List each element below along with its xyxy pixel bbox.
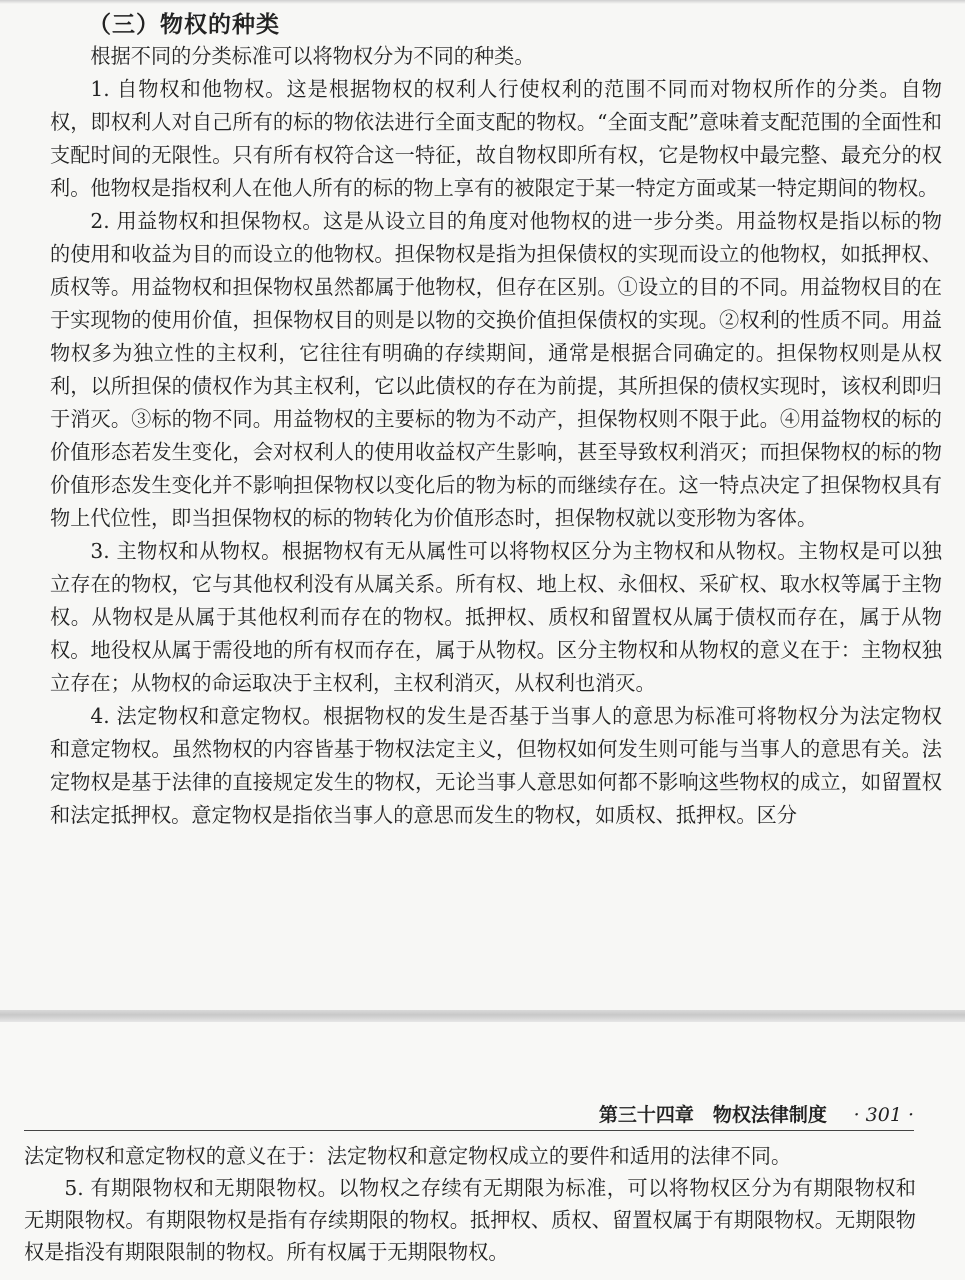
book-page-lower — [0, 1022, 965, 1280]
section-heading: （三）物权的种类 — [88, 12, 280, 38]
page-number: · 301 · — [853, 1104, 914, 1126]
section-body-continued — [24, 1140, 916, 1268]
paragraph: 法定物权和意定物权的意义在于：法定物权和意定物权成立的要件和适用的法律不同。 — [24, 1144, 792, 1168]
page-edge — [0, 0, 965, 4]
chapter-title: 第三十四章 物权法律制度 — [598, 1104, 827, 1126]
paragraph: 4. 法定物权和意定物权。根据物权的发生是否基于当事人的意思为标准可将物权分为法定物权和意定物权。虽然物权的内容皆基于物权法定主义，但物权如何发生则可能与当事人的意思有关。法定物权是基于法律的直接规定发生的物权，无论当事人意思如何都不影响这些物权的成立，如留置权和法定抵押权。意定物权是指依当事人的意思而发生的物权，如质权、抵押权。区分 — [50, 704, 942, 827]
page-divider — [0, 1010, 965, 1022]
paragraph: 根据不同的分类标准可以将物权分为不同的种类。 — [90, 44, 535, 68]
section-body — [50, 40, 942, 832]
paragraph: 3. 主物权和从物权。根据物权有无从属性可以将物权区分为主物权和从物权。主物权是可以独立存在的物权，它与其他权利没有从属关系。所有权、地上权、永佃权、采矿权、取水权等属于主物权。从物权是从属于其他权利而存在的物权。抵押权、质权和留置权从属于债权而存在，属于从物权。地役权从属于需役地的所有权而存在，属于从物权。区分主物权和从物权的意义在于：主物权独立存在；从物权的命运取决于主权利，主权利消灭，从权利也消灭。 — [50, 539, 942, 695]
paragraph: 2. 用益物权和担保物权。这是从设立目的角度对他物权的进一步分类。用益物权是指以标的物的使用和收益为目的而设立的他物权。担保物权是指为担保债权的实现而设立的他物权，如抵押权、质权等。用益物权和担保物权虽然都属于他物权，但存在区别。①设立的目的不同。用益物权目的在于实现物的使用价值，担保物权目的则是以物的交换价值担保债权的实现。②权利的性质不同。用益物权多为独立性的主权利，它往往有明确的存续期间，通常是根据合同确定的。担保物权则是从权利，以所担保的债权作为其主权利，它以此债权的存在为前提，其所担保的债权实现时，该权利即归于消灭。③标的物不同。用益物权的主要标的物为不动产，担保物权则不限于此。④用益物权的标的价值形态若发生变化，会对权利人的使用收益权产生影响，甚至导致权利消灭；而担保物权的标的物价值形态发生变化并不影响担保物权以变化后的物为标的而继续存在。这一特点决定了担保物权具有物上代位性，即当担保物权的标的物转化为价值形态时，担保物权就以变形物为客体。 — [50, 209, 942, 530]
running-head-text — [599, 1100, 914, 1127]
paragraph: 1. 自物权和他物权。这是根据物权的权利人行使权利的范围不同而对物权所作的分类。自物权，即权利人对自己所有的标的物依法进行全面支配的物权。“全面支配”意味着支配范围的全面性和支配时间的无限性。只有所有权符合这一特征，故自物权即所有权，它是物权中最完整、最充分的权利。他物权是指权利人在他人所有的标的物上享有的被限定于某一特定方面或某一特定期间的物权。 — [50, 77, 942, 200]
paragraph: 5. 有期限物权和无期限物权。以物权之存续有无期限为标准，可以将物权区分为有期限物权和无期限物权。有期限物权是指有存续期限的物权。抵押权、质权、留置权属于有期限物权。无期限物权是指没有期限限制的物权。所有权属于无期限物权。 — [24, 1176, 916, 1264]
running-header — [24, 1096, 914, 1131]
